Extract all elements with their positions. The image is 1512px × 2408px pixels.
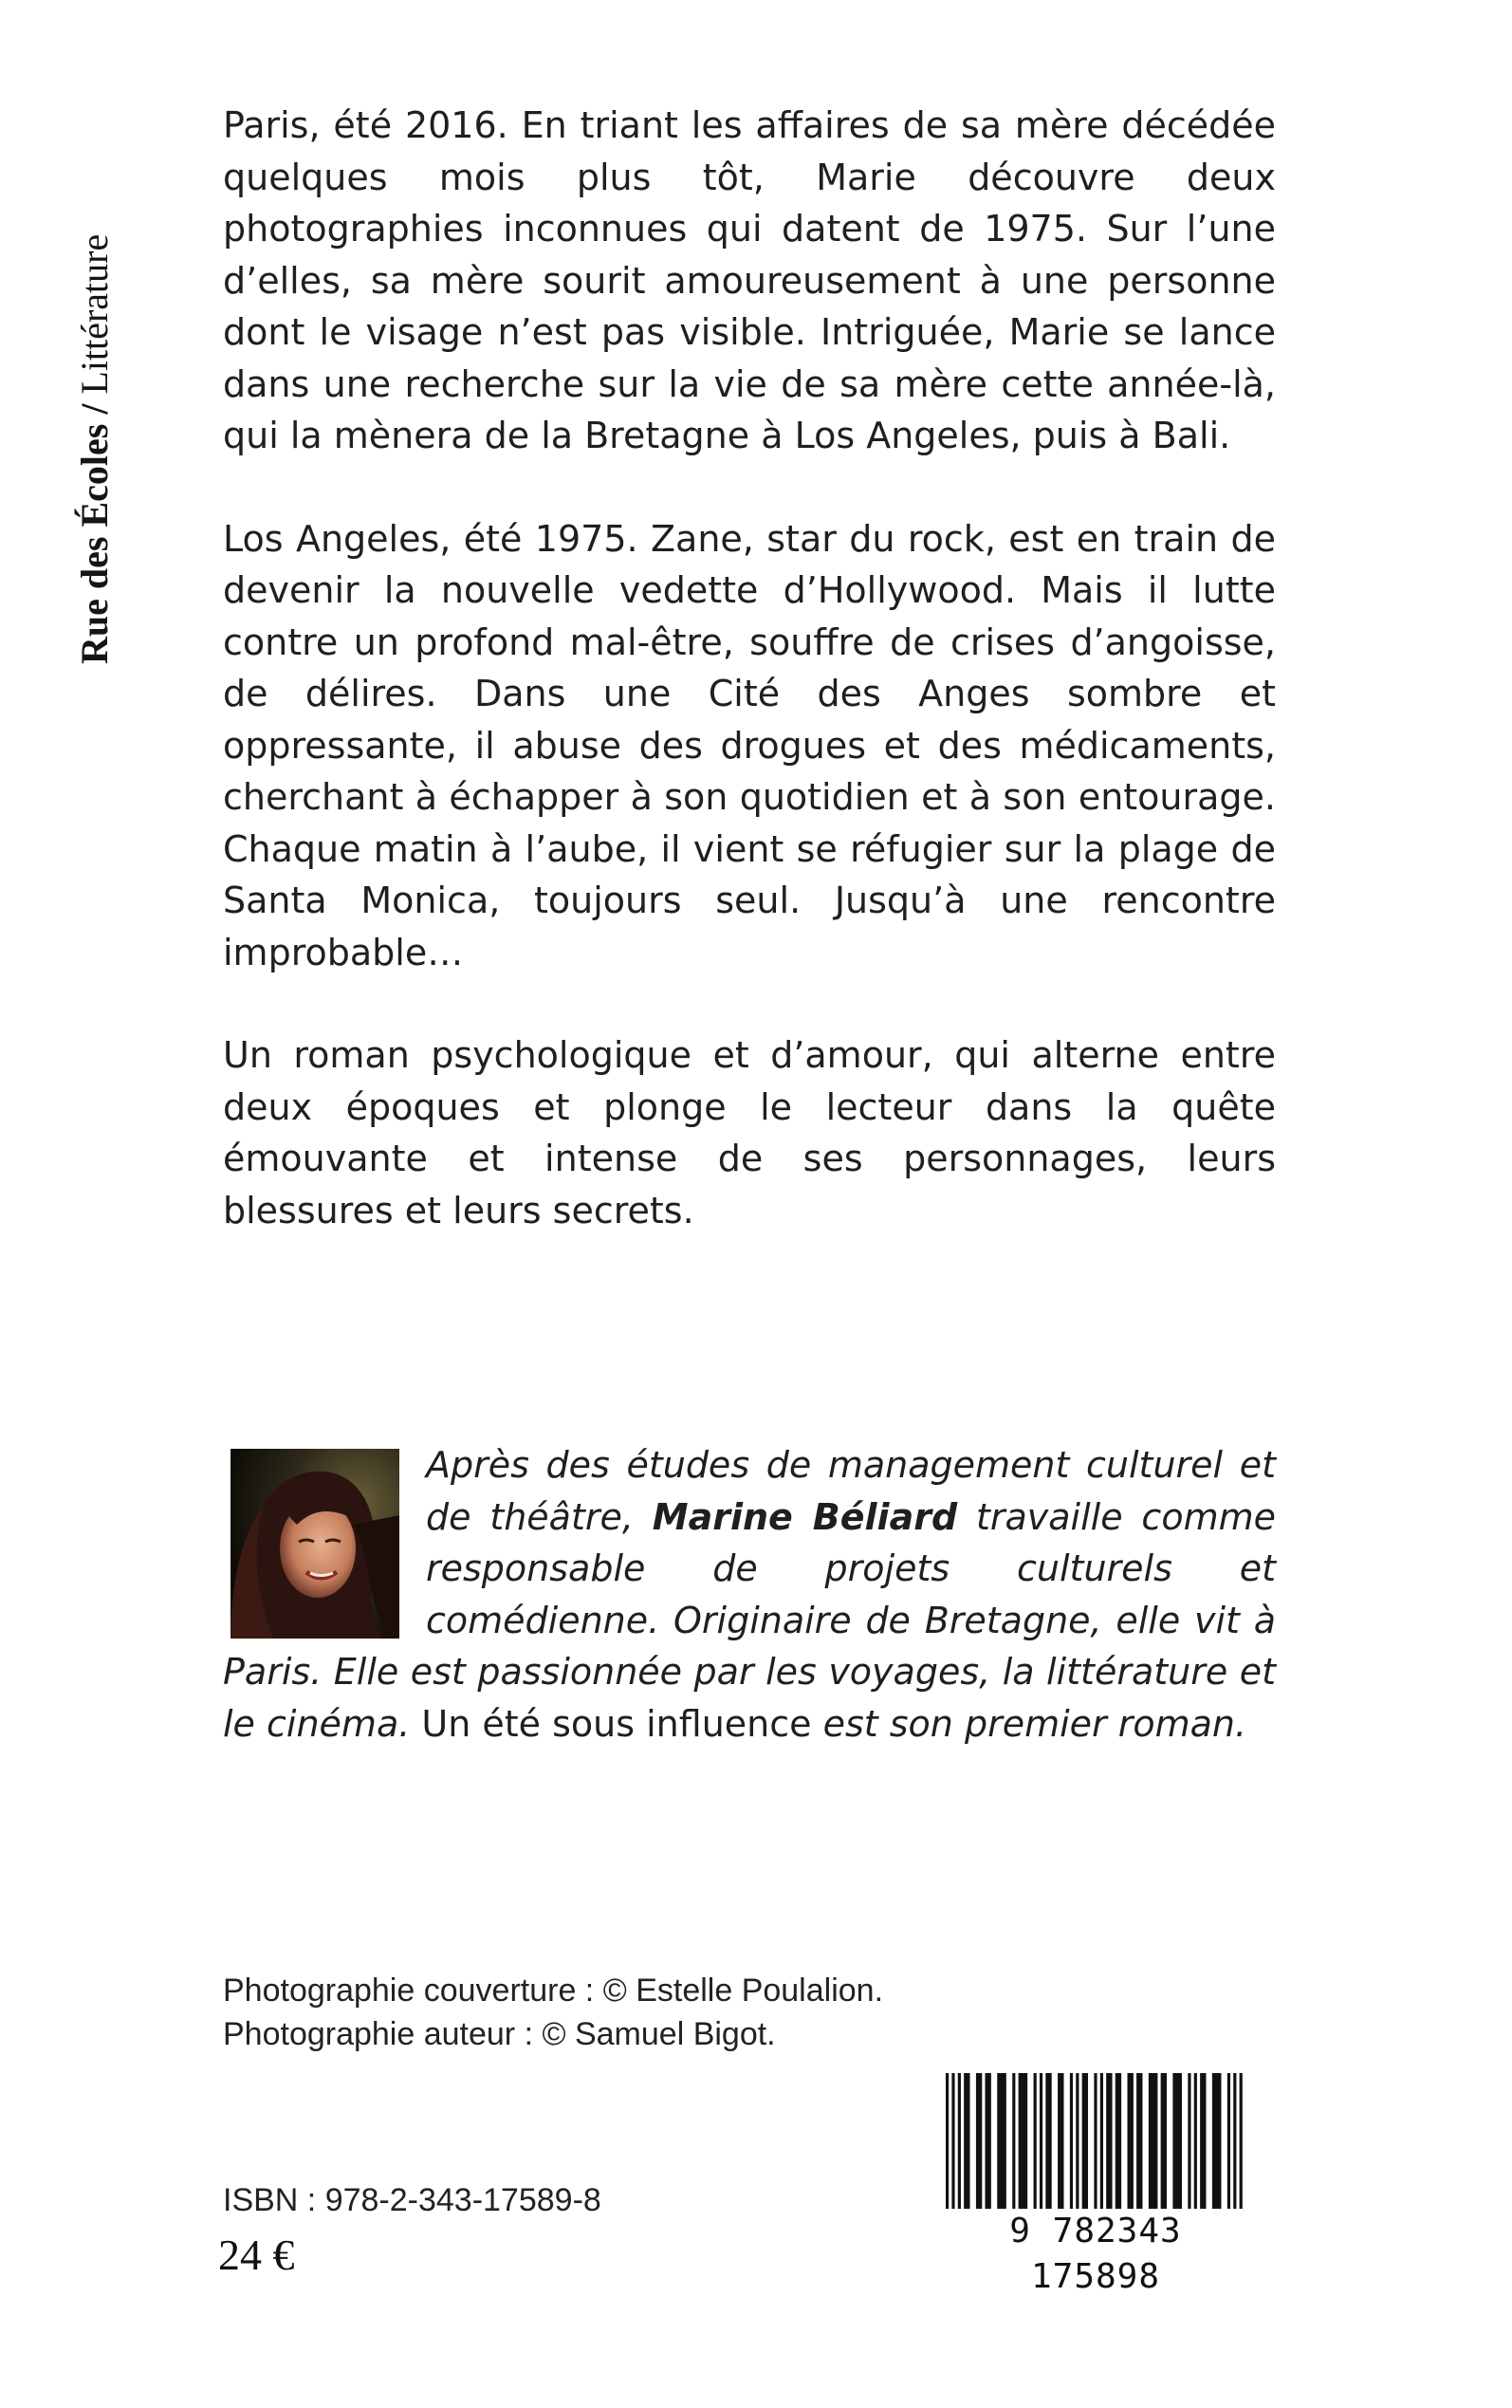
- synopsis-paragraph-2: Los Angeles, été 1975. Zane, star du rock, est en train de devenir la nouvelle vedette d’Hollywood. Mais il lutte contre un profond mal-être, souffre de crises d’angoisse, de délires. Dans une Cité des Anges sombre et oppressante, il abuse des drogues et des médicaments, cherchant à échapper à son quotidien et à son entourage. Chaque matin à l’aube, il vient se réfugier sur la plage de Santa Monica, toujours seul. Jusqu’à une rencontre improbable…: [223, 517, 1276, 973]
- barcode-bar: [1058, 2073, 1063, 2215]
- barcode-bar: [997, 2073, 1006, 2215]
- barcode-number: 9 782343 175898: [939, 2209, 1252, 2300]
- barcode-bar: [985, 2073, 990, 2215]
- barcode-bar: [1136, 2073, 1142, 2215]
- barcode-bar: [1070, 2073, 1073, 2215]
- genre-name: Littérature: [73, 233, 116, 395]
- barcode-bar: [1200, 2073, 1206, 2215]
- barcode-bar: [1076, 2073, 1079, 2215]
- barcode-bar: [1019, 2073, 1028, 2215]
- barcode-bar: [964, 2073, 969, 2215]
- barcode-bar: [1106, 2073, 1112, 2215]
- barcode-bar: [1149, 2073, 1158, 2215]
- price: 24 €: [218, 2231, 295, 2279]
- barcode-bar: [1034, 2073, 1037, 2215]
- barcode-bar: [1040, 2073, 1042, 2215]
- barcode-bar: [1240, 2073, 1243, 2215]
- spine-label: [61, 57, 129, 664]
- barcode-bar: [1233, 2073, 1236, 2215]
- barcode-bar: [1012, 2073, 1015, 2215]
- photo-credits: [223, 1969, 883, 2056]
- barcode-bar: [1212, 2073, 1222, 2215]
- barcode-bar: [1194, 2073, 1197, 2215]
- barcode-bar: [951, 2073, 954, 2215]
- author-photo: [230, 1449, 399, 1639]
- synopsis-paragraph-1: Paris, été 2016. En triant les affaires de sa mère décédée quelques mois plus tôt, Marie découvre deux photographies inconnues qui datent de 1975. Sur l’une d’elles, sa mère sourit amoureusement à une personne dont le visage n’est pas visible. Intriguée, Marie se lance dans une recherche sur la vie de sa mère cette année-là, qui la mènera de la Bretagne à Los Angeles, puis à Bali.: [223, 104, 1276, 456]
- bio-middle: travaille comme responsable de projets culturels et comédienne. Originaire de Bretagne, elle vit à Paris. Elle est passionnée par les voyages, la littérature et le cinéma.: [223, 1495, 1276, 1745]
- author-photo-credit: Photographie auteur : © Samuel Bigot.: [223, 2016, 776, 2052]
- barcode-bar: [1094, 2073, 1097, 2215]
- bio-end: est son premier roman.: [811, 1702, 1247, 1745]
- barcode-bar: [1116, 2073, 1121, 2215]
- collection-name: Rue des Écoles: [73, 423, 116, 664]
- cover-photo-credit: Photographie couverture : © Estelle Poulalion.: [223, 1973, 884, 2009]
- book-title: Un été sous influence: [421, 1702, 812, 1745]
- barcode-bar: [976, 2073, 982, 2215]
- synopsis: [223, 100, 1276, 1287]
- barcode-bar: [1082, 2073, 1088, 2215]
- barcode-bar: [946, 2073, 949, 2215]
- barcode-bar: [1128, 2073, 1134, 2215]
- barcode-bar: [1161, 2073, 1167, 2215]
- author-bio: [223, 1439, 1276, 1750]
- isbn: ISBN : 978-2-343-17589-8: [223, 2182, 601, 2218]
- barcode-bar: [1172, 2073, 1182, 2215]
- barcode-bar: [958, 2073, 961, 2215]
- bio-intro: Après des études de management culturel et de théâtre,: [426, 1444, 1276, 1538]
- barcode-bar: [1227, 2073, 1230, 2215]
- barcode-bar: [1045, 2073, 1051, 2215]
- author-name: Marine Béliard: [652, 1495, 958, 1538]
- synopsis-paragraph-3: Un roman psychologique et d’amour, qui alterne entre deux époques et plonge le lecteur dans la quête émouvante et intense de ses personnages, leurs blessures et leurs secrets.: [223, 1034, 1276, 1232]
- barcode-bar: [1100, 2073, 1103, 2215]
- barcode-bar: [1188, 2073, 1190, 2215]
- spine-separator: /: [73, 394, 116, 424]
